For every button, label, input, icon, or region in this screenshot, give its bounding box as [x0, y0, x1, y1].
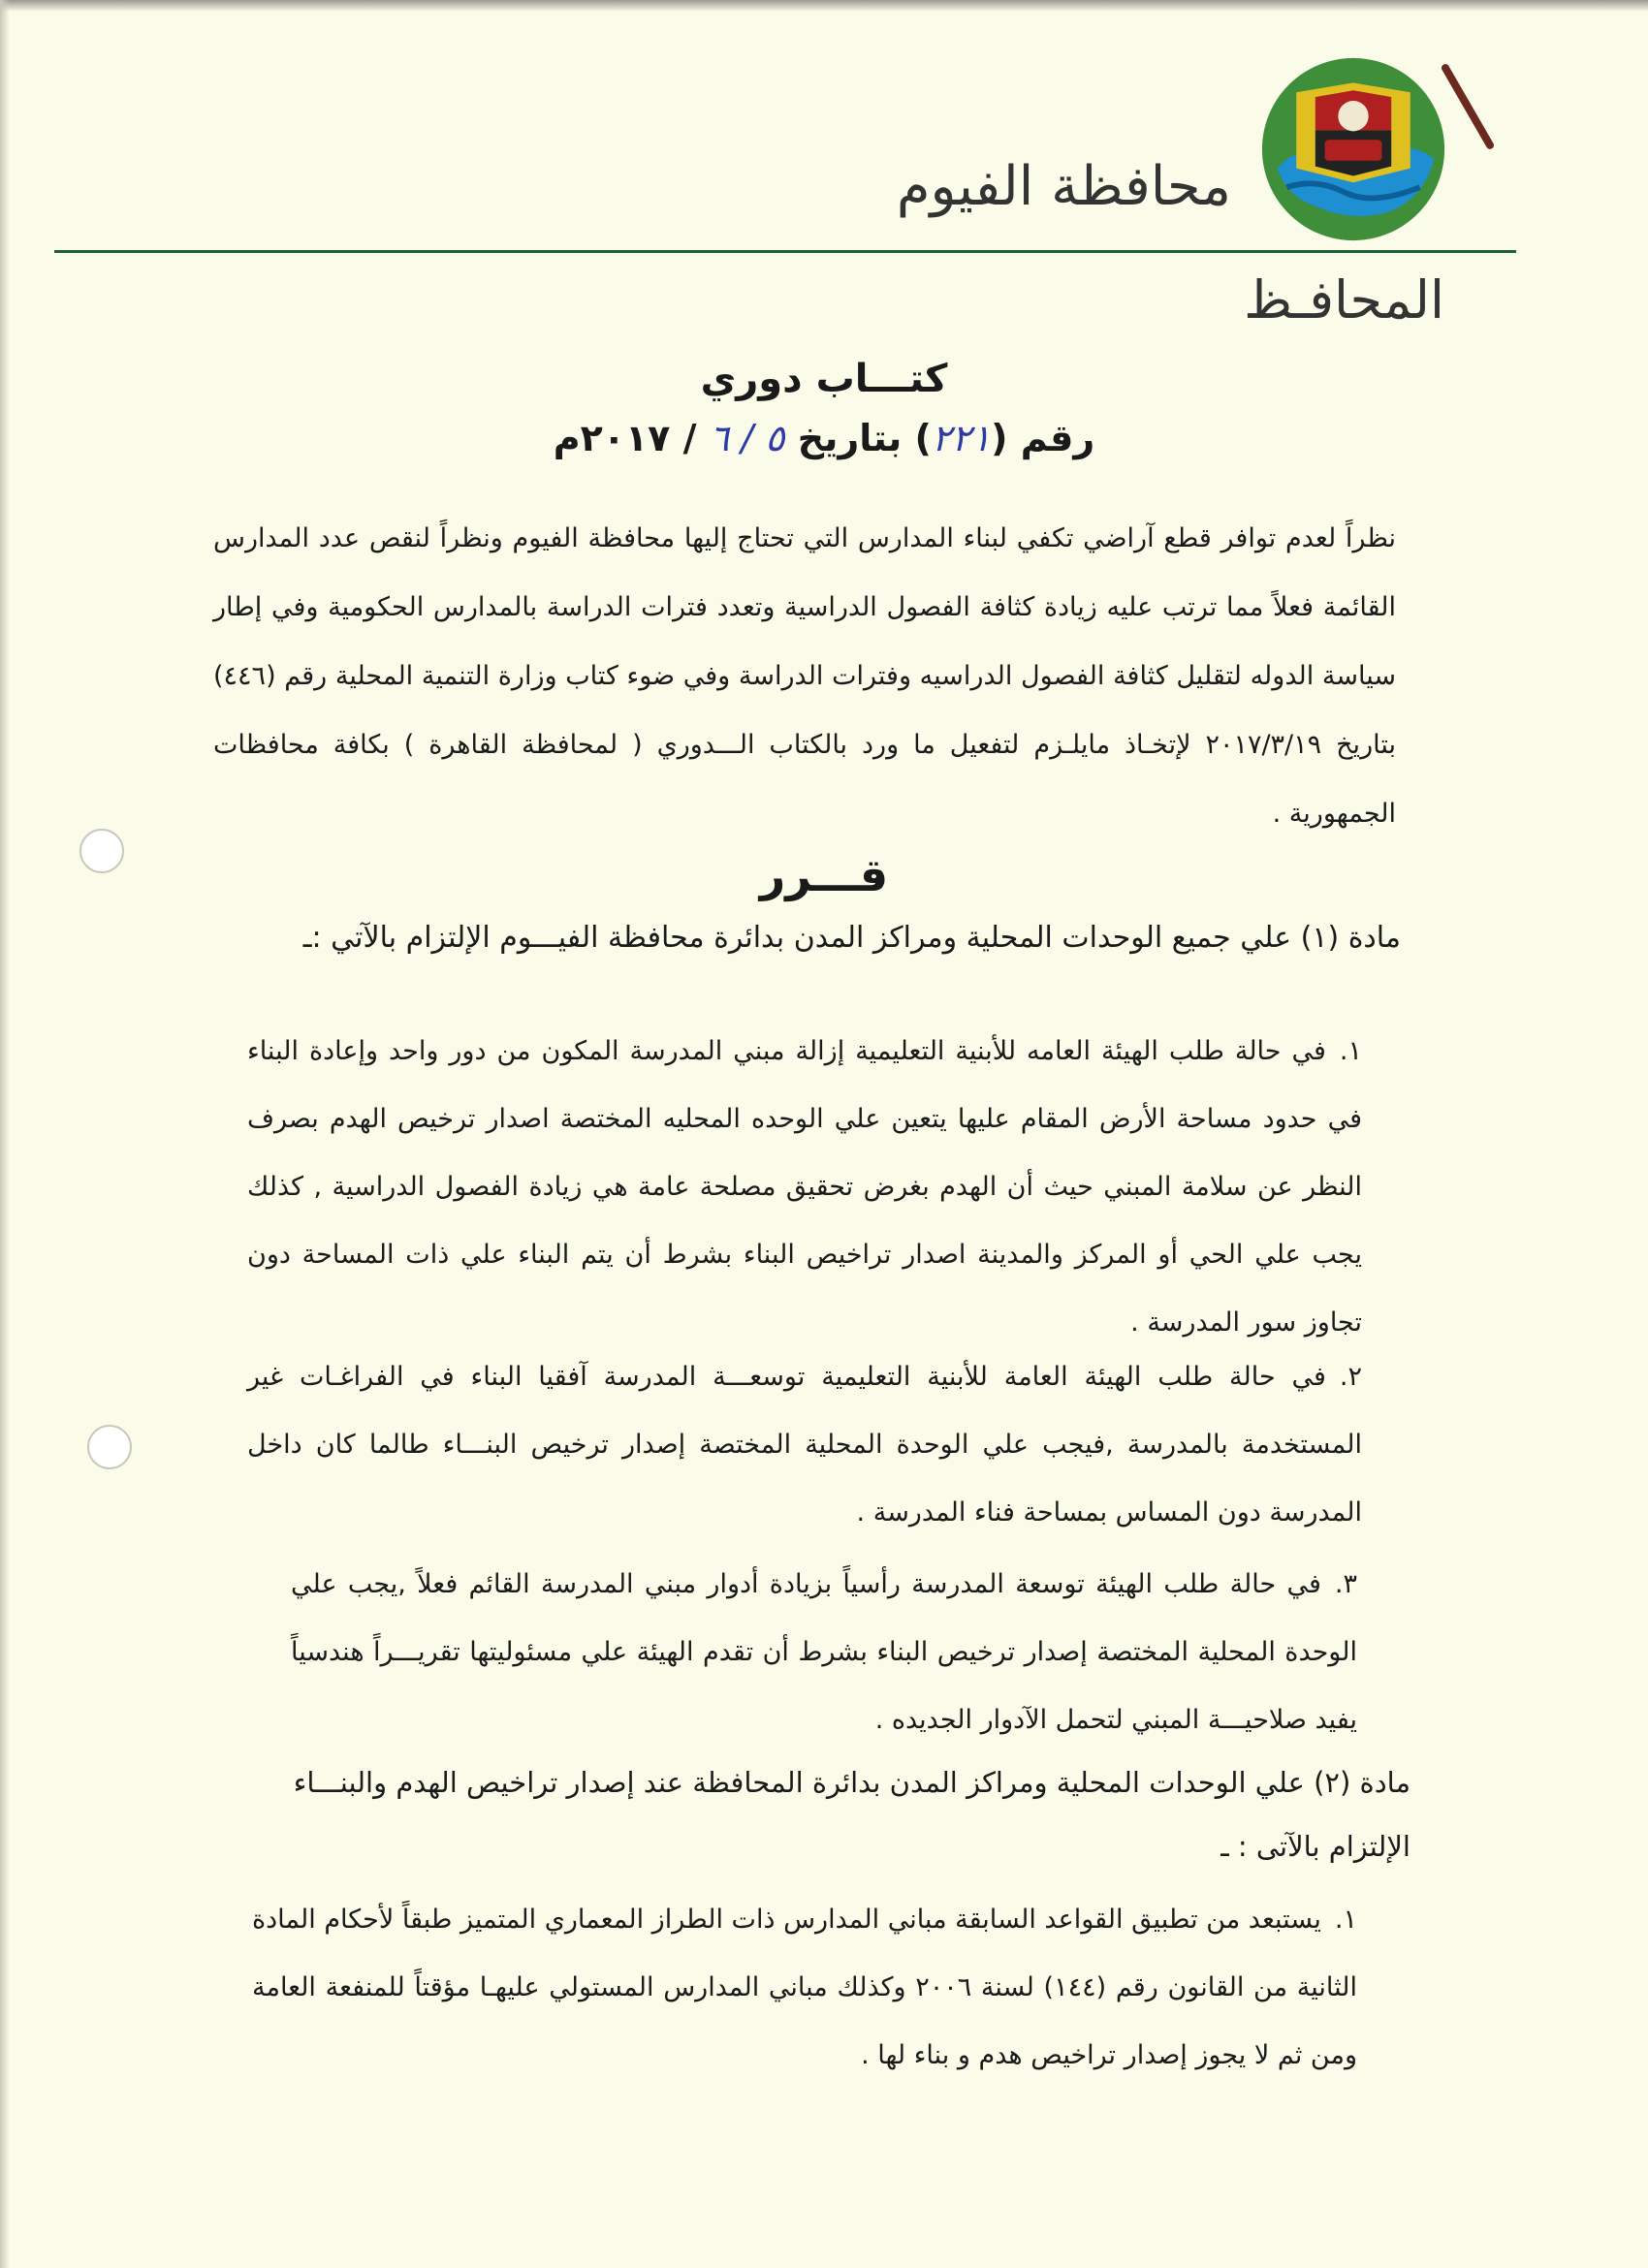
handwritten-number: ٢٢١	[931, 417, 992, 459]
governorate-seal-logo	[1258, 54, 1448, 244]
number-prefix: رقم (	[991, 417, 1095, 459]
header-divider	[54, 250, 1516, 253]
handwritten-date: ٥ / ٦	[709, 417, 785, 459]
scan-edge-top	[0, 0, 1648, 12]
preamble-paragraph: نظراً لعدم توافر قطع آراضي تكفي لبناء المدارس التي تحتاج إليها محافظة الفيوم ونظراً لنقص عدد المدارس القائمة فعلاً مما ترتب عليه زيادة كثافة الفصول الدراسية وتعدد فترات الدراسة بالمدارس الحكومية وفي إطار سياسة الدوله لتقليل كثافة الفصول الدراسيه وفترات الدراسة وفي ضوء كتاب وزارة التنمية المحلية رقم (٤٤٦) بتاريخ ٢٠١٧/٣/١٩ لإتخـاذ مايلـزم لتفعيل ما ورد بالكتاب الـــدوري ( لمحافظة القاهرة ) بكافة محافظات الجمهورية .	[213, 523, 1397, 829]
article-1-item-3	[291, 1551, 1357, 1754]
item-number: ٢.	[1339, 1362, 1362, 1392]
document-number-line	[0, 417, 1648, 459]
date-suffix: / ٢٠١٧م	[553, 417, 710, 459]
scan-edge-left	[0, 0, 10, 2268]
decision-heading: قـــرر	[759, 849, 889, 901]
office-title: المحافـظ	[1244, 269, 1444, 331]
item-text: يستبعد من تطبيق القواعد السابقة مباني المدارس ذات الطراز المعماري المتميز طبقاً لأحكام المادة الثانية من القانون رقم (١٤٤) لسنة ٢٠٠٦ وكذلك مباني المدارس المستولي عليهـا مؤقتاً للمنفعة العامة ومن ثم لا يجوز إصدار تراخيص هدم و بناء لها .	[252, 1905, 1358, 2070]
document-title: كتـــاب دوري	[700, 357, 948, 401]
item-text: في حالة طلب الهيئة توسعة المدرسة رأسياً بزيادة أدوار مبني المدرسة القائم فعلاً ,يجب علي الوحدة المحلية المختصة إصدار ترخيص البناء بشرط أن تقدم الهيئة علي مسئوليتها تقريـــراً هندسياً يفيد صلاحيـــة المبني لتحمل الآدوار الجديده .	[291, 1569, 1357, 1735]
item-text: في حالة طلب الهيئة العامه للأبنية التعليمية إزالة مبني المدرسة المكون من دور واحد وإعادة البناء في حدود مساحة الأرض المقام عليها يتعين علي الوحده المحليه المختصة اصدار ترخيص الهدم بصرف النظر عن سلامة المبني حيث أن الهدم بغرض تحقيق مصلحة عامة هي زيادة الفصول الدراسية , كذلك يجب علي الحي أو المركز والمدينة اصدار تراخيص البناء بشرط أن يتم البناء علي ذات المساحة دون تجاوز سور المدرسة .	[247, 1036, 1362, 1338]
article-1-heading: مادة (١) علي جميع الوحدات المحلية ومراكز المدن بدائرة محافظة الفيـــوم الإلتزام بالآتي :ـ	[302, 921, 1401, 955]
item-number: ١.	[1339, 1036, 1362, 1066]
article-1-item-2	[247, 1343, 1362, 1547]
punch-hole	[87, 1425, 132, 1469]
item-number: ١.	[1334, 1905, 1357, 1935]
item-number: ٣.	[1334, 1569, 1357, 1599]
item-text: في حالة طلب الهيئة العامة للأبنية التعليمية توسعـــة المدرسة آفقيا البناء في الفراغـات غير المستخدمة بالمدرسة ,فيجب علي الوحدة المحلية المختصة إصدار ترخيص البنـــاء طالما كان داخل المدرسة دون المساس بمساحة فناء المدرسة .	[247, 1362, 1362, 1528]
margin-pen-stroke	[1441, 63, 1496, 151]
article-2-item-1	[252, 1886, 1357, 2090]
governorate-name: محافظة الفيوم	[896, 155, 1231, 218]
article-2-heading: مادة (٢) علي الوحدات المحلية ومراكز المدن بدائرة المحافظة عند إصدار تراخيص الهدم والبنـــاء الإلتزام بالآتى : ـ	[293, 1766, 1410, 1863]
article-1-item-1	[247, 1018, 1362, 1357]
number-mid: ) بتاريخ	[784, 417, 932, 459]
